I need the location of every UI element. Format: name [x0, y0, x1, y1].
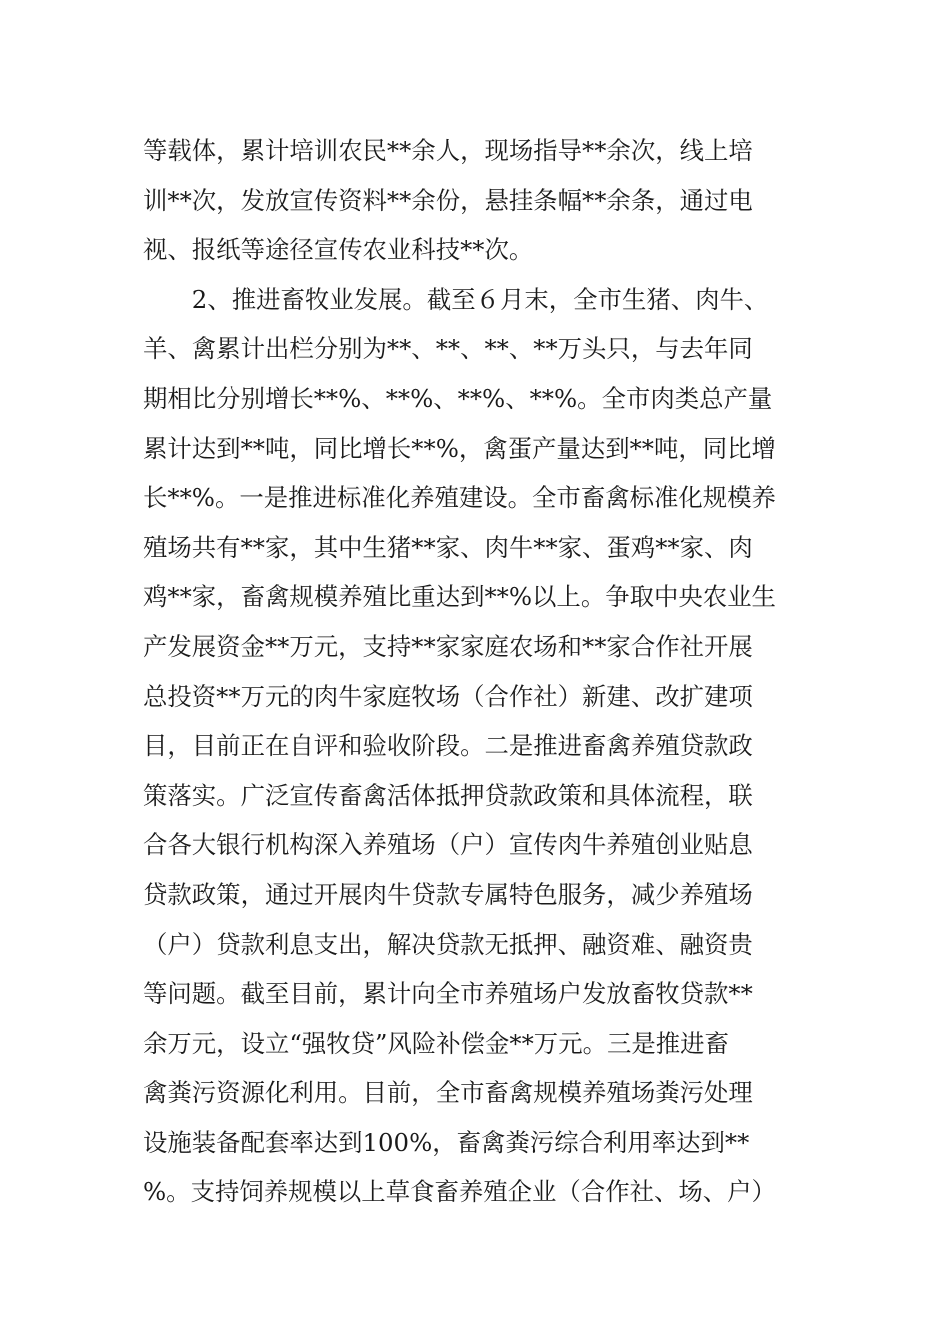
- text-line: 余万元，设立“强牧贷”风险补偿金**万元。三是推进畜: [143, 1028, 729, 1058]
- text-line: 贷款政策，通过开展肉牛贷款专属特色服务，减少养殖场: [143, 879, 753, 909]
- text-line: （户）贷款利息支出，解决贷款无抵押、融资难、融资贵: [143, 929, 753, 959]
- paragraph-start-line: 2、推进畜牧业发展。截至６月末，全市生猪、肉牛、: [143, 284, 769, 314]
- text-line: 目，目前正在自评和验收阶段。二是推进畜禽养殖贷款政: [143, 731, 753, 761]
- text-line: 设施装备配套率达到100%，畜禽粪污综合利用率达到**: [143, 1127, 750, 1157]
- text-line: 期相比分别增长**%、**%、**%、**%。全市肉类总产量: [143, 383, 773, 413]
- text-line: 训**次，发放宣传资料**余份，悬挂条幅**余条，通过电: [143, 185, 753, 215]
- text-line: 羊、禽累计出栏分别为**、**、**、**万头只，与去年同: [143, 334, 753, 364]
- text-line: 长**%。一是推进标准化养殖建设。全市畜禽标准化规模养: [143, 483, 776, 513]
- text-line: 合各大银行机构深入养殖场（户）宣传肉牛养殖创业贴息: [143, 830, 753, 860]
- text-line: 视、报纸等途径宣传农业科技**次。: [143, 235, 534, 265]
- text-line: 鸡**家，畜禽规模养殖比重达到**%以上。争取中央农业生: [143, 582, 776, 612]
- text-line: %。支持饲养规模以上草食畜养殖企业（合作社、场、户）: [143, 1177, 776, 1207]
- body-text: [143, 126, 815, 1217]
- text-line: 等载体，累计培训农民**余人，现场指导**余次，线上培: [143, 136, 753, 165]
- text-line: 等问题。截至目前，累计向全市养殖场户发放畜牧贷款**: [143, 979, 753, 1009]
- text-line: 产发展资金**万元，支持**家家庭农场和**家合作社开展: [143, 631, 753, 661]
- text-line: 总投资**万元的肉牛家庭牧场（合作社）新建、改扩建项: [143, 681, 753, 711]
- text-line: 殖场共有**家，其中生猪**家、肉牛**家、蛋鸡**家、肉: [143, 532, 753, 562]
- text-line: 策落实。广泛宣传畜禽活体抵押贷款政策和具体流程，联: [143, 780, 753, 810]
- text-line: 累计达到**吨，同比增长**%，禽蛋产量达到**吨，同比增: [143, 433, 776, 463]
- text-line: 禽粪污资源化利用。目前，全市畜禽规模养殖场粪污处理: [143, 1078, 753, 1108]
